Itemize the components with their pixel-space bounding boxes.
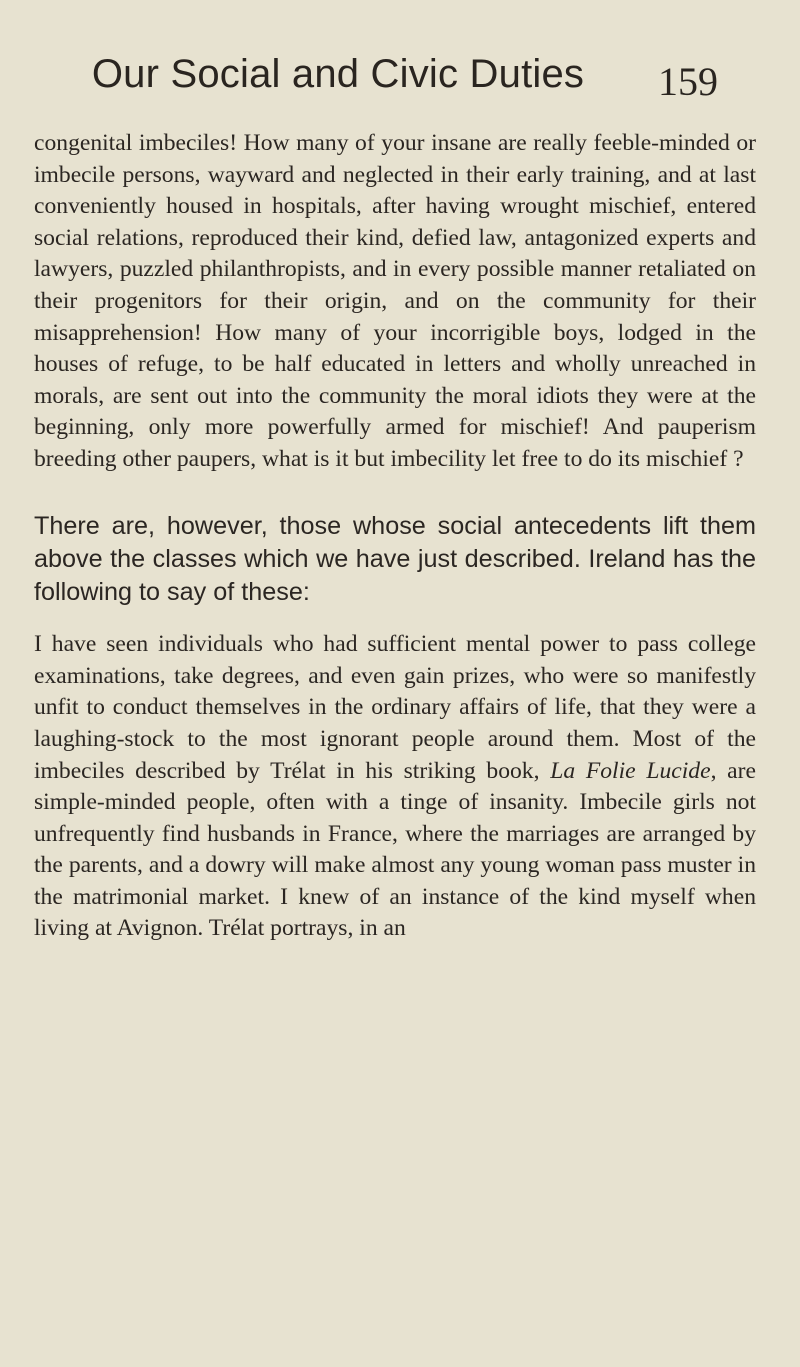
paragraph-1: congenital imbeciles! How many of your insane are really feeble-minded or imbecile persons, wayward and neglected in their early training, and at last conveniently housed in hospitals, after having wrought mischief, entered social relations, reproduced their kind, defied law, antagonized experts and lawyers, puzzled philanthropists, and in every possible manner retaliated on their progenitors for their origin, and on the community for their misapprehension! How many of your incorrigible boys, lodged in the houses of refuge, to be half educated in letters and wholly unreached in morals, are sent out into the community the moral idiots they were at the beginning, only more powerfully armed for mischief! And pauperism breeding other paupers, what is it but imbecility let free to do its mischief ? — [34, 130, 756, 472]
page-number: 159 — [658, 59, 718, 104]
paragraph-3-text-before: I have seen individuals who had sufficient mental power to pass college examinations, take degrees, and even gain prizes, who were so manifestly unfit to conduct themselves in the ordinary affairs of life, that they were a laughing-stock to the most ignorant people around them. Most of the imbeciles described by Trélat in his striking book, — [34, 631, 756, 784]
body-text — [34, 128, 756, 945]
book-title: La Folie Lucide — [550, 757, 711, 784]
running-title: Our Social and Civic Duties — [91, 52, 585, 96]
paragraph-3-text-after: , are simple-minded people, often with a tinge of insanity. Imbecile girls not unfrequently find husbands in France, where the marriages are arranged by the parents, and a dowry will make almost any young woman pass muster in the matrimonial market. I knew of an instance of the kind myself when living at Avignon. Trélat portrays, in an — [34, 757, 756, 942]
paragraph-2: There are, however, those whose social antecedents lift them above the classes which we have just described. Ireland has the following to say of these: — [34, 511, 756, 606]
paragraph-3 — [34, 629, 756, 945]
page-header — [34, 52, 724, 112]
